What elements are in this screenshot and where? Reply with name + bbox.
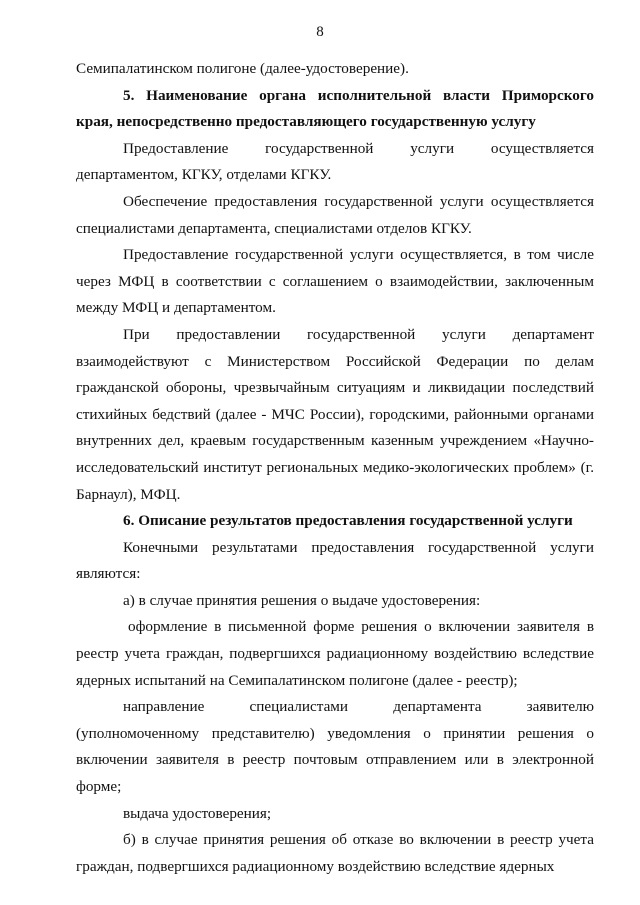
paragraph: выдача удостоверения; <box>123 804 272 822</box>
section-heading-5: 5. Наименование органа исполнительной власти Приморского края, непосредственно предоставляющего государственную услугу <box>76 86 594 131</box>
paragraph: При предоставлении государственной услуги департамент взаимодействуют с Министерством Российской Федерации по делам гражданской обороны, чрезвычайным ситуациям и ликвидации последствий стихийных бедствий (далее - МЧС России), городскими, районными органами внутренних дел, краевым государственным казенным учреждением «Научно-исследовательский институт региональных медико-экологических проблем» (г. Барнаул), МФЦ. <box>76 325 594 503</box>
paragraph: направление специалистами департамента заявителю (уполномоченному представителю) уведомления о принятии решения о включении заявителя в реестр почтовым отправлением или в электронной форме; <box>76 698 594 796</box>
list-item-a: а) в случае принятия решения о выдаче удостоверения: <box>123 591 481 609</box>
paragraph-continuation: Семипалатинском полигоне (далее-удостоверение). <box>76 60 409 77</box>
page-number: 8 <box>316 24 324 40</box>
list-item-b: б) в случае принятия решения об отказе во включении в реестр учета граждан, подвергшихся радиационному воздействию вследствие ядерных <box>76 831 594 875</box>
section-heading-6: 6. Описание результатов предоставления государственной услуги <box>123 512 573 530</box>
paragraph: Обеспечение предоставления государственной услуги осуществляется специалистами департамента, специалистами отделов КГКУ. <box>76 192 594 237</box>
paragraph: оформление в письменной форме решения о включении заявителя в реестр учета граждан, подвергшихся радиационному воздействию вследствие ядерных испытаний на Семипалатинском полигоне (далее - реестр); <box>76 618 594 689</box>
paragraph: Предоставление государственной услуги осуществляется, в том числе через МФЦ в соответствии с соглашением о взаимодействии, заключенным между МФЦ и департаментом. <box>76 246 594 317</box>
paragraph: Конечными результатами предоставления государственной услуги являются: <box>76 538 594 583</box>
document-body <box>76 56 594 880</box>
paragraph: Предоставление государственной услуги осуществляется департаментом, КГКУ, отделами КГКУ. <box>76 139 594 184</box>
